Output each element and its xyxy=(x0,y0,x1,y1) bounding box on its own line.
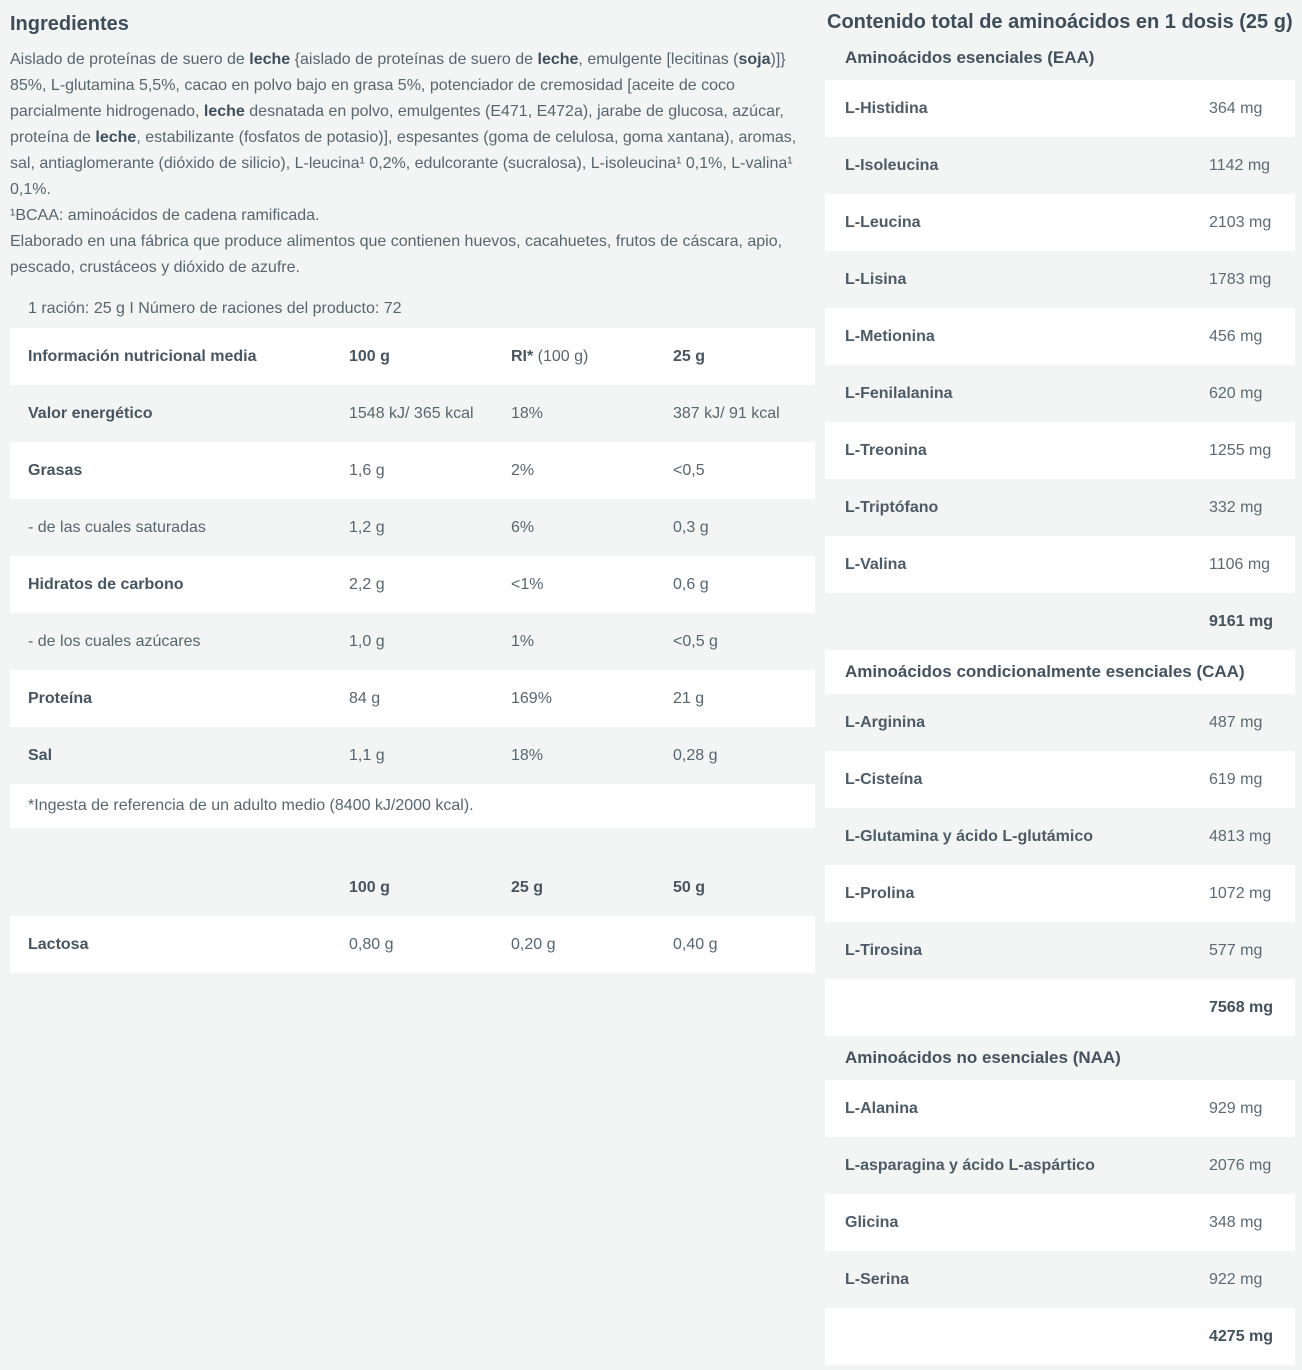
lactose-header-50g: 50 g xyxy=(673,879,706,896)
lactose-row-label: Lactosa xyxy=(28,935,89,953)
nutrition-row-value-25g: 21 g xyxy=(673,689,705,707)
amino-section-total-value: 9161 mg xyxy=(1209,612,1274,630)
amino-row xyxy=(825,808,1295,865)
amino-name: L-Tirosina xyxy=(845,941,923,959)
lactose-table xyxy=(10,860,815,973)
serving-info: 1 ración: 25 g I Número de raciones del producto: 72 xyxy=(28,300,402,317)
amino-value: 619 mg xyxy=(1209,770,1263,788)
nutrition-row-value-25g: 0,3 g xyxy=(673,518,709,536)
amino-row xyxy=(825,308,1295,365)
lactose-header-25g: 25 g xyxy=(511,879,544,896)
nutrition-row-value-100g: 1,1 g xyxy=(349,746,385,764)
nutrition-row-value-100g: 1,6 g xyxy=(349,461,385,479)
amino-value: 620 mg xyxy=(1209,384,1263,402)
amino-name: L-Fenilalanina xyxy=(845,384,953,402)
amino-name: L-Prolina xyxy=(845,884,915,902)
amino-value: 1072 mg xyxy=(1209,884,1272,902)
nutrition-row-value-100g: 1,2 g xyxy=(349,518,385,536)
amino-value: 577 mg xyxy=(1209,941,1263,959)
amino-name: L-Treonina xyxy=(845,441,927,459)
amino-row xyxy=(825,479,1295,536)
amino-value: 1783 mg xyxy=(1209,270,1272,288)
amino-acids-column xyxy=(825,0,1295,1365)
amino-name: L-Serina xyxy=(845,1270,910,1288)
amino-name: L-asparagina y ácido L-aspártico xyxy=(845,1156,1095,1174)
amino-value: 1106 mg xyxy=(1209,555,1271,573)
nutrition-row-label: Proteína xyxy=(28,689,93,707)
amino-name: L-Metionina xyxy=(845,327,935,345)
nutrition-row-value-ri: 2% xyxy=(511,461,535,479)
lactose-value-100g: 0,80 g xyxy=(349,935,394,953)
nutrition-row-label: Sal xyxy=(28,746,53,764)
amino-section-header: Aminoácidos esenciales (EAA) xyxy=(845,48,1095,67)
nutrition-row-value-ri: 18% xyxy=(511,404,544,422)
amino-row xyxy=(825,422,1295,479)
amino-value: 1142 mg xyxy=(1209,156,1271,174)
nutrition-row-value-ri: <1% xyxy=(511,575,544,593)
nutrition-row-label: Valor energético xyxy=(28,404,153,422)
amino-name: L-Glutamina y ácido L-glutámico xyxy=(845,827,1094,845)
amino-row xyxy=(825,751,1295,808)
nutrition-row xyxy=(10,670,815,727)
amino-value: 4813 mg xyxy=(1209,827,1272,845)
amino-row xyxy=(825,1251,1295,1308)
ingredients-column xyxy=(10,0,815,973)
amino-row xyxy=(825,365,1295,422)
ingredients-paragraph: ¹BCAA: aminoácidos de cadena ramificada. xyxy=(10,207,320,224)
nutrition-row-label: Grasas xyxy=(28,461,83,479)
ingredients-text xyxy=(10,47,815,281)
amino-value: 456 mg xyxy=(1209,327,1263,345)
amino-value: 332 mg xyxy=(1209,498,1263,516)
nutrition-row-value-100g: 84 g xyxy=(349,689,381,707)
amino-name: L-Histidina xyxy=(845,99,928,117)
nutrition-header-ri-unit: (100 g) xyxy=(533,347,589,365)
amino-row xyxy=(825,1137,1295,1194)
nutrition-row-value-ri: 18% xyxy=(511,746,544,764)
nutrition-row-value-25g: 0,6 g xyxy=(673,575,709,593)
nutrition-row-value-25g: 0,28 g xyxy=(673,746,718,764)
amino-section-header: Aminoácidos condicionalmente esenciales (CAA) xyxy=(825,650,1295,694)
amino-value: 922 mg xyxy=(1209,1270,1263,1288)
nutrition-row xyxy=(10,613,815,670)
amino-value: 2076 mg xyxy=(1209,1156,1272,1174)
lactose-header-100g: 100 g xyxy=(349,879,390,896)
lactose-value-25g: 0,20 g xyxy=(511,935,556,953)
nutrition-table-header xyxy=(10,328,815,385)
amino-acids-title: Contenido total de aminoácidos en 1 dosis (25 g) xyxy=(827,11,1293,33)
amino-name: L-Lisina xyxy=(845,270,907,288)
amino-row xyxy=(825,194,1295,251)
nutrition-row xyxy=(10,727,815,784)
nutrition-header-ri xyxy=(511,348,673,366)
amino-section-total-row xyxy=(825,1308,1295,1365)
amino-row xyxy=(825,865,1295,922)
amino-row xyxy=(825,536,1295,593)
amino-row xyxy=(825,251,1295,308)
nutrition-row-label: Hidratos de carbono xyxy=(28,575,184,593)
nutrition-header-ri-abbr: RI* xyxy=(511,347,534,365)
nutrition-row xyxy=(10,556,815,613)
nutrition-header-label: Información nutricional media xyxy=(28,347,257,365)
nutrition-row-value-ri: 169% xyxy=(511,689,552,707)
amino-name: L-Cisteína xyxy=(845,770,923,788)
amino-value: 348 mg xyxy=(1209,1213,1263,1231)
amino-row xyxy=(825,80,1295,137)
amino-value: 2103 mg xyxy=(1209,213,1272,231)
lactose-value-50g: 0,40 g xyxy=(673,935,718,953)
amino-name: L-Isoleucina xyxy=(845,156,939,174)
amino-section-total-row xyxy=(825,593,1295,650)
ingredients-paragraph: Aislado de proteínas de suero de leche {aislado de proteínas de suero de leche, emulgente [lecitinas (soja)]} 85%, L-glutamina 5,5%, cacao en polvo bajo en grasa 5%, potenciador de cremosidad [aceite de coco parcialmente hidrogenado, leche desnatada en polvo, emulgentes (E471, E472a), jarabe de glucosa, azúcar, proteína de leche, estabilizante (fosfatos de potasio)], espesantes (goma de celulosa, goma xantana), aromas, sal, antiaglomerante (dióxido de silicio), L-leucina¹ 0,2%, edulcorante (sucralosa), L-isoleucina¹ 0,1%, L-valina¹ 0,1%. xyxy=(10,51,797,198)
nutrition-table xyxy=(10,328,815,828)
amino-value: 487 mg xyxy=(1209,713,1263,731)
amino-row xyxy=(825,922,1295,979)
nutrition-row xyxy=(10,385,815,442)
amino-section-header: Aminoácidos no esenciales (NAA) xyxy=(845,1048,1121,1067)
amino-name: L-Triptófano xyxy=(845,498,939,516)
nutrition-row-label: - de los cuales azúcares xyxy=(28,632,201,650)
lactose-row xyxy=(10,916,815,973)
amino-name: L-Leucina xyxy=(845,213,921,231)
nutrition-row xyxy=(10,442,815,499)
nutrition-row-label: - de las cuales saturadas xyxy=(28,518,206,536)
ingredients-title: Ingredientes xyxy=(10,13,129,35)
nutrition-row-value-25g: <0,5 g xyxy=(673,632,718,650)
nutrition-header-25g: 25 g xyxy=(673,347,706,365)
amino-acids-table xyxy=(825,36,1295,1365)
amino-row xyxy=(825,1080,1295,1137)
nutrition-footnote: *Ingesta de referencia de un adulto medio (8400 kJ/2000 kcal). xyxy=(10,784,815,828)
nutrition-row-value-100g: 1548 kJ/ 365 kcal xyxy=(349,404,474,422)
nutrition-row-value-100g: 2,2 g xyxy=(349,575,385,593)
lactose-table-header xyxy=(10,860,815,916)
ingredients-paragraph: Elaborado en una fábrica que produce alimentos que contienen huevos, cacahuetes, frutos de cáscara, apio, pescado, crustáceos y dióxido de azufre. xyxy=(10,233,783,276)
nutrition-row-value-25g: 387 kJ/ 91 kcal xyxy=(673,404,780,422)
amino-name: L-Valina xyxy=(845,555,907,573)
amino-value: 1255 mg xyxy=(1209,441,1272,459)
amino-section-total-value: 7568 mg xyxy=(1209,998,1274,1016)
amino-name: Glicina xyxy=(845,1213,899,1231)
amino-name: L-Alanina xyxy=(845,1099,918,1117)
amino-row xyxy=(825,137,1295,194)
amino-value: 364 mg xyxy=(1209,99,1263,117)
nutrition-row xyxy=(10,499,815,556)
amino-row xyxy=(825,1194,1295,1251)
nutrition-row-value-100g: 1,0 g xyxy=(349,632,385,650)
amino-section-total-row xyxy=(825,979,1295,1036)
nutrition-row-value-25g: <0,5 xyxy=(673,461,705,479)
amino-value: 929 mg xyxy=(1209,1099,1263,1117)
amino-name: L-Arginina xyxy=(845,713,925,731)
nutrition-header-100g: 100 g xyxy=(349,347,390,365)
nutrition-row-value-ri: 6% xyxy=(511,518,535,536)
amino-section-total-value: 4275 mg xyxy=(1209,1327,1274,1345)
amino-row xyxy=(825,694,1295,751)
nutrition-row-value-ri: 1% xyxy=(511,632,535,650)
